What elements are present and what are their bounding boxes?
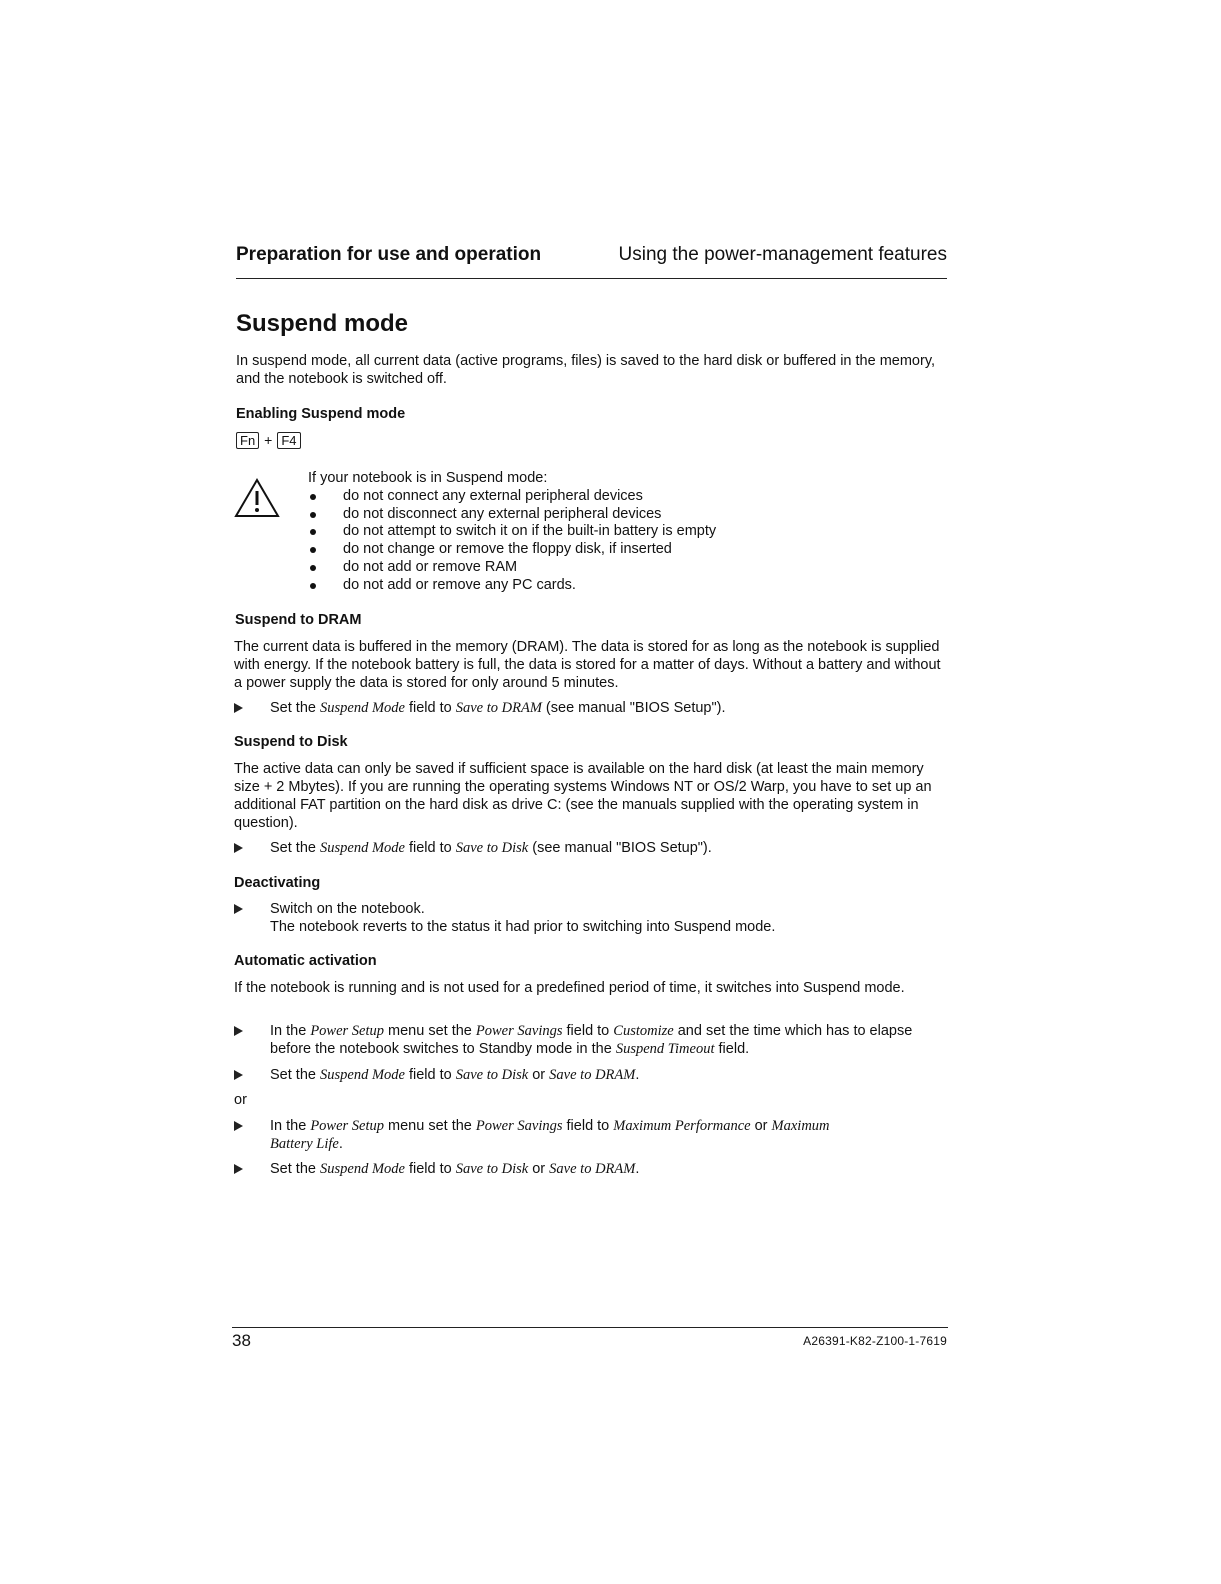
warning-list (308, 488, 716, 595)
dram-paragraph: The current data is buffered in the memory (DRAM). The data is stored for as long as the notebook is supplied with energy. If the notebook battery is full, the data is stored for a matter of days. Without a battery and without a power supply the data is stored for only around 5 minutes. (234, 639, 941, 691)
disk-heading: Suspend to Disk (234, 734, 348, 750)
deactivating-heading: Deactivating (234, 875, 321, 891)
dram-heading: Suspend to DRAM (235, 612, 362, 628)
automatic-step-1: In the Power Setup menu set the Power Savings field to Customize and set the time which has to elapse before the notebook switches to Standby mode in the Suspend Timeout field. (234, 1022, 948, 1058)
enabling-heading: Enabling Suspend mode (236, 406, 406, 422)
page-title: Suspend mode (236, 310, 409, 337)
list-item: do not add or remove RAM (308, 559, 716, 577)
intro-paragraph: In suspend mode, all current data (active programs, files) is saved to the hard disk or buffered in the memory, and the notebook is switched off. (236, 353, 936, 387)
automatic-heading: Automatic activation (234, 953, 377, 969)
save-to-dram-value: Save to DRAM (455, 700, 542, 716)
key-combination (236, 432, 301, 449)
plus-sign: + (264, 432, 273, 448)
list-item: do not disconnect any external peripheral devices (308, 506, 716, 524)
list-item: do not connect any external peripheral devices (308, 488, 716, 506)
bullet-arrow-icon (234, 1121, 243, 1131)
bullet-arrow-icon (234, 1026, 243, 1036)
or-separator: or (234, 1092, 247, 1108)
warning-lead: If your notebook is in Suspend mode: (308, 470, 548, 486)
bullet-arrow-icon (234, 843, 243, 853)
fn-key: Fn (236, 432, 259, 449)
suspend-mode-field-name: Suspend Mode (319, 840, 405, 856)
warning-block (308, 470, 716, 595)
bullet-arrow-icon (234, 703, 243, 713)
list-item: do not attempt to switch it on if the built-in battery is empty (308, 523, 716, 541)
document-code: A26391-K82-Z100-1-7619 (803, 1334, 947, 1348)
page-header (236, 244, 947, 279)
bullet-arrow-icon (234, 1070, 243, 1080)
automatic-paragraph: If the notebook is running and is not used for a predefined period of time, it switches into Suspend mode. (234, 980, 905, 996)
dram-step: Set the Suspend Mode field to Save to DRAM (see manual "BIOS Setup"). (234, 699, 948, 717)
automatic-step-4: Set the Suspend Mode field to Save to Disk or Save to DRAM. (234, 1160, 948, 1178)
page-number: 38 (232, 1331, 251, 1350)
disk-step: Set the Suspend Mode field to Save to Disk (see manual "BIOS Setup"). (234, 839, 948, 857)
footer-rule (232, 1327, 948, 1328)
save-to-disk-value: Save to Disk (455, 840, 529, 856)
automatic-step-2: Set the Suspend Mode field to Save to Disk or Save to DRAM. (234, 1066, 948, 1084)
suspend-mode-field-name: Suspend Mode (319, 700, 405, 716)
disk-paragraph: The active data can only be saved if sufficient space is available on the hard disk (at least the main memory size + 2 Mbytes). If you are running the operating systems Windows NT or OS/2 Warp, you have to set up an additional FAT partition on the hard disk as drive C: (see the manuals supplied with the operating system in question). (234, 761, 932, 831)
automatic-step-3: In the Power Setup menu set the Power Savings field to Maximum Performance or Maximum Battery Life. (234, 1117, 948, 1153)
list-item: do not change or remove the floppy disk, if inserted (308, 541, 716, 559)
bullet-arrow-icon (234, 904, 243, 914)
chapter-title: Preparation for use and operation (236, 244, 542, 265)
bullet-arrow-icon (234, 1164, 243, 1174)
list-item: do not add or remove any PC cards. (308, 577, 716, 595)
section-title: Using the power-management features (618, 244, 947, 265)
f4-key: F4 (277, 432, 300, 449)
warning-triangle-icon (234, 478, 280, 518)
deactivating-step: Switch on the notebook. The notebook reverts to the status it had prior to switching into Suspend mode. (234, 900, 948, 936)
